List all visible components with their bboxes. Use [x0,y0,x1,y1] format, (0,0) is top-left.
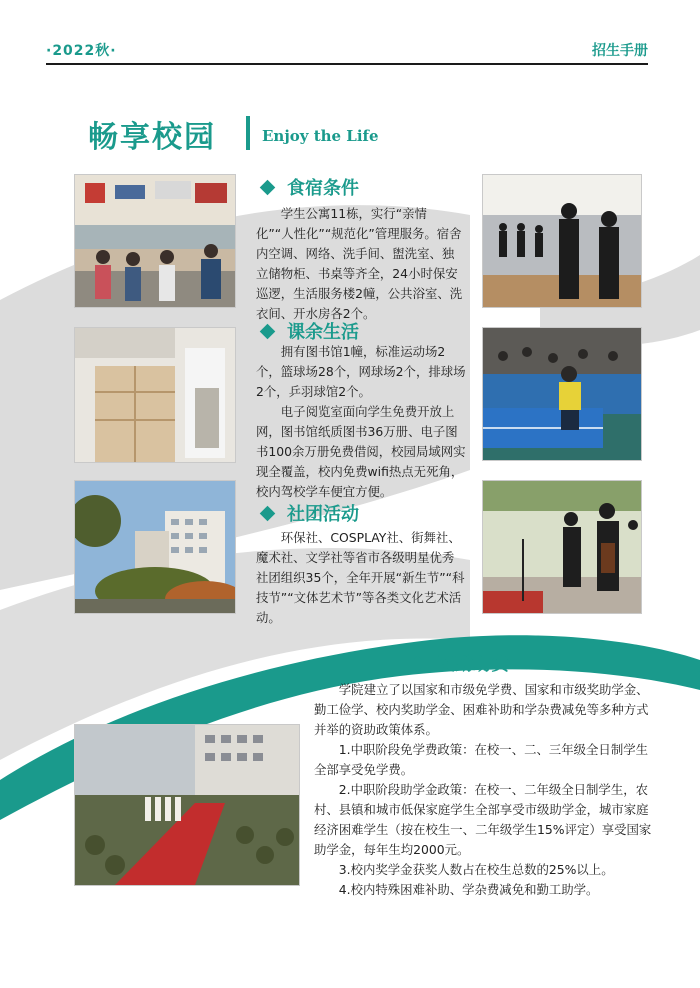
page-title: 畅享校园 [88,120,216,155]
photo-dance-class [482,174,642,308]
paragraph: 学院建立了以国家和市级免学费、国家和市级奖助学金、勤工俭学、校内奖助学金、困难补助和学杂费减免等多种方式并举的资助政策体系。 [314,682,649,737]
photo-club-performance [482,480,642,614]
section-heading-afterclass [262,318,359,344]
paragraph: 电子阅览室面向学生免费开放上网，图书馆纸质图书36万册、电子图书100余万册免费借阅，校园局域网实现全覆盖，校内免费wifi热点无死角，校内驾校学车便宜方便。 [256,404,466,499]
paragraph: 4.校内特殊困难补助、学杂费减免和勤工助学。 [338,882,599,897]
paragraph: 3.校内奖学金获奖人数占在校生总数的25%以上。 [338,862,614,877]
section-heading-afterclass-text: 课余生活 [287,322,359,343]
photo-campus-building [74,480,236,614]
diamond-bullet-icon [260,505,276,521]
section-text-afterclass [256,342,466,502]
section-heading-aid [412,650,509,676]
header-brochure-title: 招生手册 [592,43,648,59]
section-text-clubs [256,528,466,628]
paragraph: 1.中职阶段免学费政策：在校一、二、三年级全日制学生全部享受免学费。 [314,742,648,777]
section-heading-aid-text: 奖勤助贷 [437,654,509,675]
page-title-english: Enjoy the Life [262,127,379,145]
section-heading-clubs [262,500,359,526]
photo-table-tennis [482,327,642,461]
diamond-bullet-icon [260,323,276,339]
photo-canteen [74,174,236,308]
section-heading-clubs-text: 社团活动 [287,504,359,525]
photo-dorm-room [74,327,236,463]
diamond-bullet-icon [410,655,426,671]
paragraph: 环保社、COSPLAY社、街舞社、魔术社、文学社等省市各级明星优秀社团组织35个，全年开展“新生节”“科技节”“文体艺术节”等各类文化艺术活动。 [256,530,465,625]
section-heading-dorm-text: 食宿条件 [287,178,359,199]
section-text-aid [314,680,654,900]
paragraph: 拥有图书馆1幢，标准运动场2个，篮球场28个，网球场2个，排球场2个，乒羽球馆2个。 [256,344,466,399]
section-heading-dorm [262,174,359,200]
paragraph: 2.中职阶段助学金政策：在校一、二年级全日制学生，农村、县镇和城市低保家庭学生全部享受市级助学金，城市家庭经济困难学生（按在校生一、二年级学生15%评定）享受国家助学金，每年生均2000元。 [314,782,652,857]
photo-military-training [74,724,300,886]
diamond-bullet-icon [260,179,276,195]
paragraph: 学生公寓11栋，实行“亲情化”“人性化”“规范化”管理服务。宿舍内空调、网络、洗手间、盥洗室、独立储物柜、书桌等齐全，24小时保安巡逻，生活服务楼2幢，公共浴室、洗衣间、开水房各2个。 [256,206,463,321]
title-divider [246,116,250,150]
header-rule [46,63,648,65]
section-text-dorm [256,204,464,324]
header-season: ·2022秋· [46,43,117,59]
